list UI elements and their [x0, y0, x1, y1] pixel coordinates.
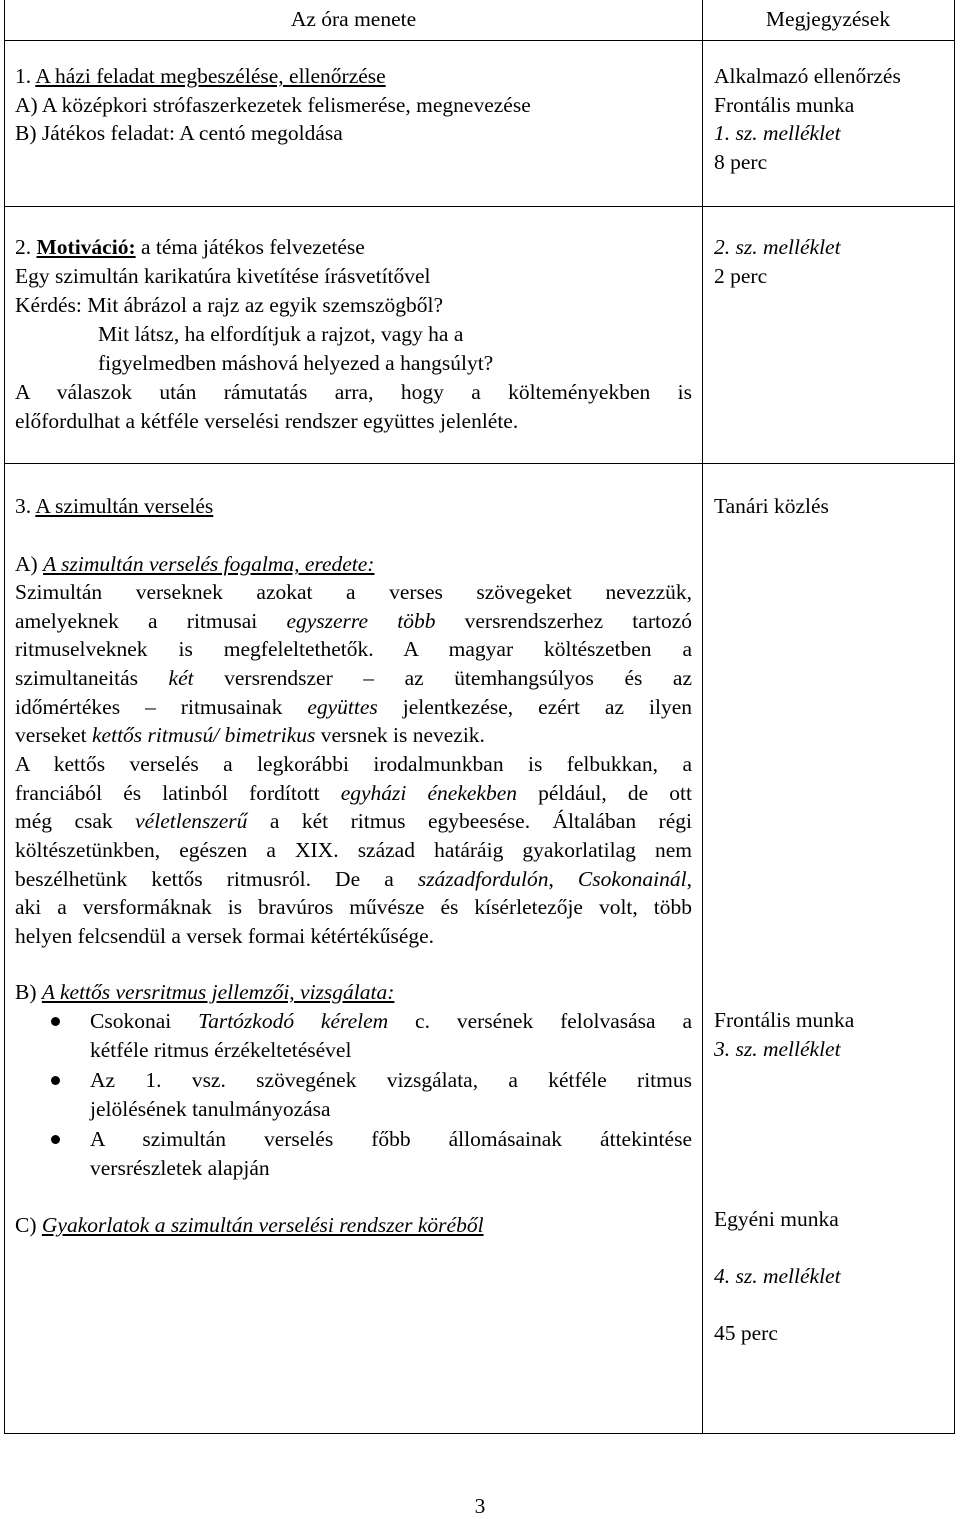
emphasis: egyházi énekekben [340, 780, 517, 805]
section-3-heading: A szimultán verselés [35, 494, 214, 518]
subsection-a-line: aki a versformáknak is bravúros művésze és kísérletezője volt, több [15, 895, 692, 920]
page-number: 3 [474, 1494, 486, 1518]
emphasis: véletlenszerű [135, 809, 248, 834]
header-left: Az óra menete [290, 7, 417, 31]
section-2-line: Mit látsz, ha elfordítjuk a rajzot, vagy ha a [98, 322, 464, 346]
subsection-c-note-method: Egyéni munka [714, 1207, 839, 1231]
subsection-c-label: C) [15, 1213, 37, 1237]
bullet-item-line: jelölésének tanulmányozása [90, 1096, 331, 1121]
section-1-item-b: B) Játékos feladat: A centó megoldása [15, 121, 343, 145]
subsection-a-line: verseket kettős ritmusú/ bimetrikus versnek is nevezik. [15, 723, 485, 748]
subsection-a-line: franciából és latinból fordított egyházi énekekben például, de ott [15, 780, 693, 805]
section-3-number: 3. [15, 494, 32, 518]
section-2-line: Egy szimultán karikatúra kivetítése írásvetítővel [15, 264, 431, 288]
emphasis: kettős ritmusú/ bimetrikus [92, 723, 316, 748]
subsection-c-note-appendix: 4. sz. melléklet [714, 1264, 841, 1288]
bullet-item-line: Csokonai Tartózkodó kérelem c. versének felolvasása a [90, 1009, 692, 1033]
subsection-a-line: szimultaneitás két versrendszer – az ütemhangsúlyos és az [15, 665, 692, 690]
section-1-heading: A házi feladat megbeszélése, ellenőrzése [35, 64, 386, 88]
section-2-heading-rest: a téma játékos felvezetése [140, 235, 365, 259]
subsection-a-heading: A szimultán verselés fogalma, eredete: [43, 552, 375, 576]
header-divider [5, 40, 954, 41]
section-1-title [15, 62, 386, 91]
row-divider-1 [5, 206, 954, 207]
subsection-c-title [15, 1211, 484, 1240]
emphasis: Csokonainál [577, 866, 687, 891]
row-divider-2 [5, 463, 954, 464]
section-1-note-form: Frontális munka [714, 93, 855, 117]
subsection-a-title [15, 550, 374, 579]
subsection-a-line: A kettős verselés a legkorábbi irodalmunkban is felbukkan, a [15, 751, 692, 776]
bullet-icon [51, 1076, 60, 1085]
section-2-line: A válaszok után rámutatás arra, hogy a költeményekben is [15, 380, 692, 404]
subsection-a-line: időmértékes – ritmusainak együttes jelentkezése, ezért az ilyen [15, 694, 692, 719]
section-2-line: Kérdés: Mit ábrázol a rajz az egyik szemszögből? [15, 293, 444, 317]
subsection-b-title [15, 978, 394, 1007]
emphasis: századfordulón [417, 866, 549, 891]
section-3-note-method: Tanári közlés [714, 494, 829, 518]
header-right: Megjegyzések [765, 7, 891, 31]
bullet-icon [51, 1135, 60, 1144]
section-2-title [15, 233, 365, 262]
subsection-c-note-time: 45 perc [714, 1321, 778, 1345]
subsection-a-line: amelyeknek a ritmusai egyszerre több versrendszerhez tartozó [15, 608, 692, 633]
section-2-line: előfordulhat a kétféle verselési rendszer együttes jelenléte. [15, 409, 519, 433]
section-3-title [15, 492, 213, 521]
subsection-a-label: A) [15, 552, 38, 576]
emphasis: Tartózkodó kérelem [198, 1009, 389, 1033]
bullet-item-line: kétféle ritmus érzékeltetésével [90, 1037, 352, 1062]
emphasis: együttes [307, 694, 378, 719]
emphasis: egyszerre több [286, 608, 436, 633]
bullet-item-line: Az 1. vsz. szövegének vizsgálata, a kétféle ritmus [90, 1068, 692, 1092]
bullet-item-line: A szimultán verselés főbb állomásainak áttekintése [90, 1127, 692, 1151]
subsection-a-line: beszélhetünk kettős ritmusról. De a századfordulón, Csokonainál, [15, 866, 692, 891]
section-2-number: 2. [15, 235, 32, 259]
section-1-note-method: Alkalmazó ellenőrzés [714, 64, 901, 88]
bullet-item-line: versrészletek alapján [90, 1155, 270, 1180]
section-2-line: figyelmedben máshová helyezed a hangsúlyt? [98, 351, 494, 375]
section-1-note-time: 8 perc [714, 150, 768, 174]
section-2-note-appendix: 2. sz. melléklet [714, 235, 841, 259]
subsection-a-line: Szimultán verseknek azokat a verses szövegeket nevezzük, [15, 580, 692, 604]
subsection-a-line: helyen felcsendül a versek formai kétértékűsége. [15, 923, 435, 948]
subsection-b-note-method: Frontális munka [714, 1008, 855, 1032]
subsection-b-heading: A kettős versritmus jellemzői, vizsgálata: [41, 980, 395, 1004]
section-1-number: 1. [15, 64, 32, 88]
section-1-note-appendix: 1. sz. melléklet [714, 121, 841, 145]
column-divider [702, 0, 703, 1433]
bullet-icon [51, 1017, 60, 1026]
emphasis: két [168, 665, 194, 690]
subsection-a-line: ritmuselveknek is megfeleltethetők. A magyar költészetben a [15, 637, 692, 662]
subsection-a-line: még csak véletlenszerű a két ritmus egybeesése. Általában régi [15, 809, 692, 834]
subsection-b-note-appendix: 3. sz. melléklet [714, 1037, 841, 1061]
section-2-heading: Motiváció: [36, 235, 136, 259]
subsection-c-heading: Gyakorlatok a szimultán verselési rendszer köréből [41, 1213, 484, 1237]
subsection-b-label: B) [15, 980, 37, 1004]
section-2-note-time: 2 perc [714, 264, 768, 288]
section-1-item-a: A) A középkori strófaszerkezetek felismerése, megnevezése [15, 93, 531, 117]
subsection-a-line: költészetünkben, egészen a XIX. század határáig gyakorlatilag nem [15, 837, 692, 862]
